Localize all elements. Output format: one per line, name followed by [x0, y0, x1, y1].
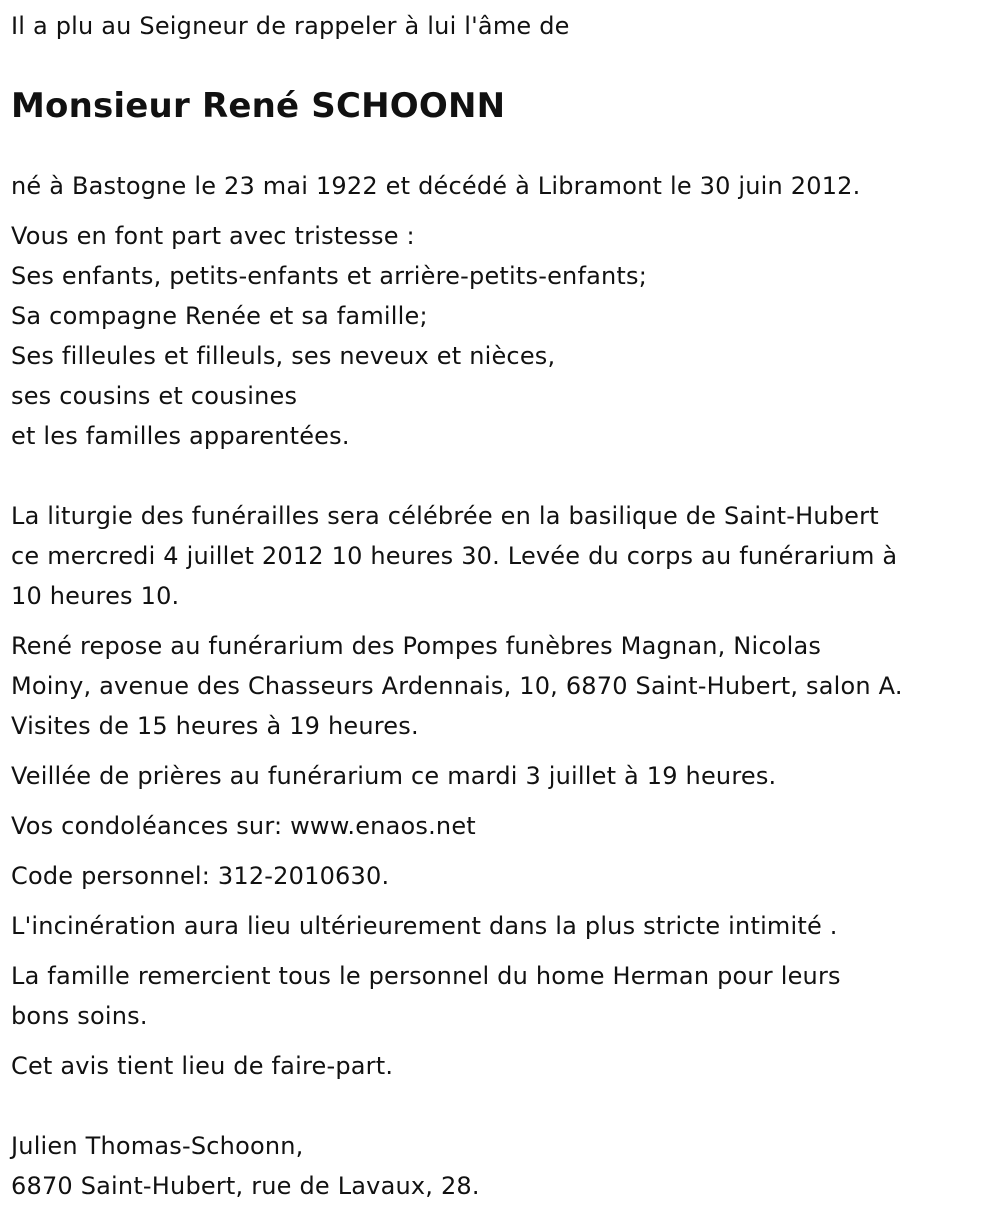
contact-name: Julien Thomas-Schoonn,: [11, 1132, 304, 1160]
repose-line: Moiny, avenue des Chasseurs Ardennais, 10, 6870 Saint-Hubert, salon A.: [11, 672, 903, 700]
intro-text: Il a plu au Seigneur de rappeler à lui l'âme de: [11, 12, 570, 40]
family-block: [11, 216, 986, 456]
repose-line: Visites de 15 heures à 19 heures.: [11, 712, 419, 740]
birth-death-text: né à Bastogne le 23 mai 1922 et décédé à Libramont le 30 juin 2012.: [11, 172, 861, 200]
repose-block: [11, 626, 986, 746]
contact-block: [11, 1126, 986, 1206]
funeral-block: [11, 496, 986, 616]
notice-note: Cet avis tient lieu de faire-part.: [11, 1052, 394, 1080]
contact-address: 6870 Saint-Hubert, rue de Lavaux, 28.: [11, 1172, 480, 1200]
vigil-text: Veillée de prières au funérarium ce mardi 3 juillet à 19 heures.: [11, 762, 777, 790]
thanks-line: La famille remercient tous le personnel du home Herman pour leurs: [11, 962, 841, 990]
cremation-text: L'incinération aura lieu ultérieurement dans la plus stricte intimité .: [11, 912, 838, 940]
repose-line: René repose au funérarium des Pompes funèbres Magnan, Nicolas: [11, 632, 822, 660]
family-line: et les familles apparentées.: [11, 422, 350, 450]
funeral-line: ce mercredi 4 juillet 2012 10 heures 30. Levée du corps au funérarium à: [11, 542, 898, 570]
personal-code-text: Code personnel: 312-2010630.: [11, 862, 390, 890]
funeral-line: La liturgie des funérailles sera célébrée en la basilique de Saint-Hubert: [11, 502, 879, 530]
funeral-line: 10 heures 10.: [11, 582, 180, 610]
deceased-name: Monsieur René SCHOONN: [11, 86, 506, 126]
family-lead: Vous en font part avec tristesse :: [11, 222, 415, 250]
family-line: Ses enfants, petits-enfants et arrière-petits-enfants;: [11, 262, 648, 290]
family-line: Ses filleules et filleuls, ses neveux et nièces,: [11, 342, 556, 370]
family-line: Sa compagne Renée et sa famille;: [11, 302, 428, 330]
family-line: ses cousins et cousines: [11, 382, 298, 410]
obituary-notice: [11, 0, 986, 1206]
condolences-text: Vos condoléances sur: www.enaos.net: [11, 812, 476, 840]
thanks-line: bons soins.: [11, 1002, 148, 1030]
thanks-block: [11, 956, 986, 1036]
